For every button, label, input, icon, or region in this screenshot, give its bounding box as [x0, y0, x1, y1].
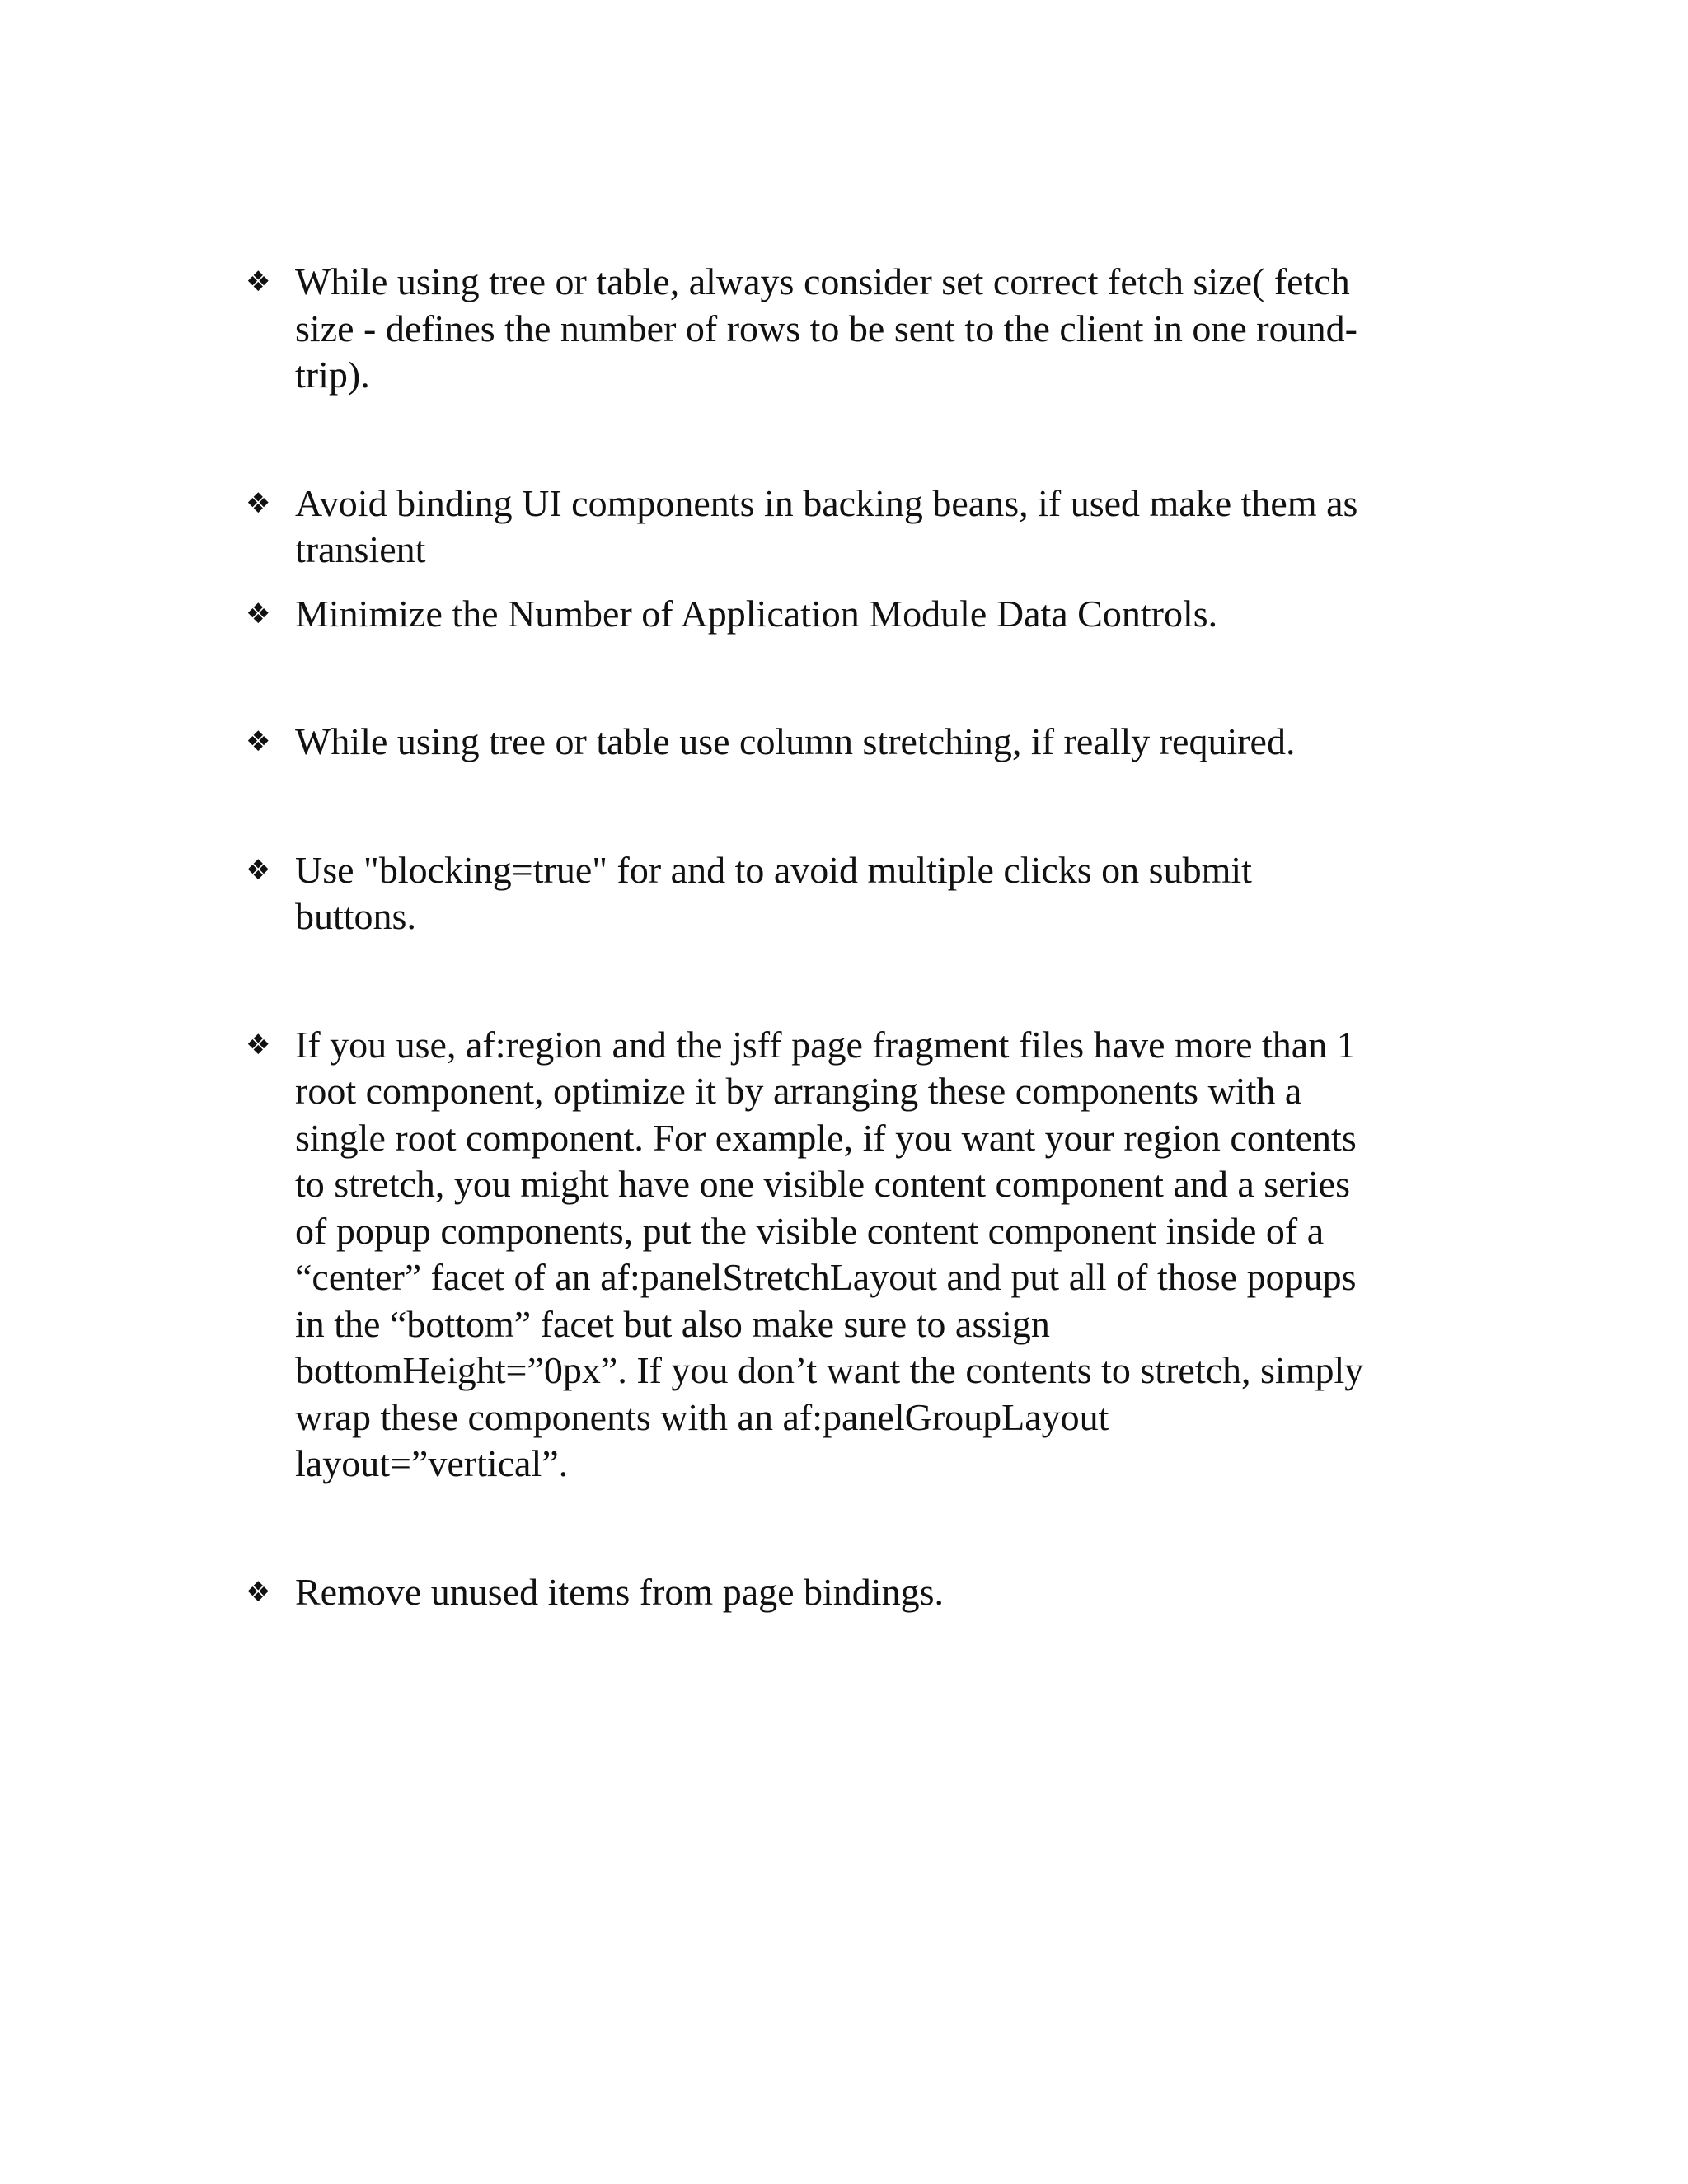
- bullet-text: While using tree or table use column stretching, if really required.: [295, 720, 1296, 762]
- bullet-item-avoid-binding: [246, 480, 1482, 574]
- bullet-text: Avoid binding UI components in backing beans, if used make them as transient: [295, 481, 1358, 570]
- bullet-item-af-region: [246, 1022, 1482, 1488]
- bullet-text: Minimize the Number of Application Module Data Controls.: [295, 592, 1218, 635]
- diamond-bullet-icon: ❖: [246, 265, 271, 298]
- diamond-bullet-icon: ❖: [246, 1028, 271, 1062]
- bullet-item-remove-unused-bindings: [246, 1569, 1482, 1616]
- diamond-bullet-icon: ❖: [246, 853, 271, 887]
- diamond-bullet-icon: ❖: [246, 597, 271, 630]
- diamond-bullet-icon: ❖: [246, 486, 271, 520]
- bullet-list: [246, 259, 1482, 1615]
- bullet-text: Use "blocking=true" for and to avoid multiple clicks on submit buttons.: [295, 848, 1252, 937]
- diamond-bullet-icon: ❖: [246, 1575, 271, 1609]
- bullet-item-fetch-size: [246, 259, 1482, 399]
- bullet-item-minimize-data-controls: [246, 591, 1482, 638]
- diamond-bullet-icon: ❖: [246, 725, 271, 758]
- bullet-text: Remove unused items from page bindings.: [295, 1570, 944, 1613]
- bullet-item-blocking-true: [246, 847, 1482, 940]
- bullet-text: While using tree or table, always consider set correct fetch size( fetch size - defines the number of rows to be sent to the client in one round- trip).: [295, 260, 1357, 396]
- bullet-item-column-stretching: [246, 719, 1482, 766]
- bullet-text: If you use, af:region and the jsff page fragment files have more than 1 root component, optimize it by arranging these components with a single root component. For example, if you want your region contents to stretch, you might have one visible content component and a series of popup components, put the visible content component inside of a “center” facet of an af:panelStretchLayout and put all of those popups in the “bottom” facet but also make sure to assign bottomHeight=”0px”. If you don’t want the contents to stretch, simply wrap these components with an af:panelGroupLayout layout=”vertical”.: [295, 1023, 1364, 1484]
